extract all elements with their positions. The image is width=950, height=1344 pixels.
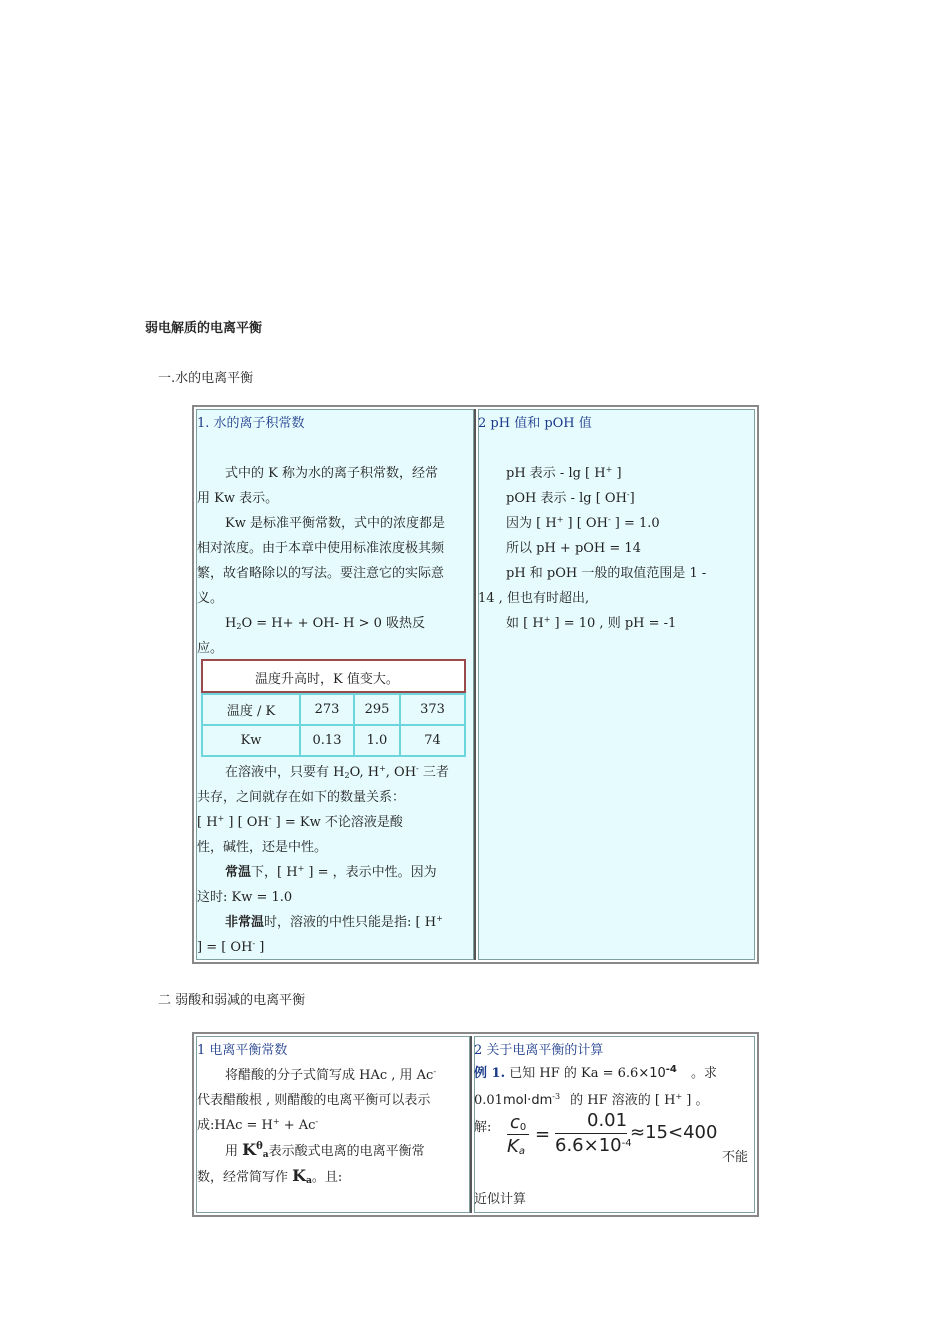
table-cell: 1.0: [354, 725, 400, 756]
denominator: $6.6\times 10^{-4}$: [555, 1135, 632, 1156]
fraction-bar: [507, 1134, 529, 1135]
table-cell: 373: [400, 694, 465, 725]
section-heading-2: 二 弱酸和弱减的电离平衡: [158, 993, 306, 1008]
text-line: 因为 [ H+ ] [ OH- ] = 1.0: [506, 515, 660, 531]
denominator: $K_a$: [507, 1136, 525, 1157]
text-line: 成:HAc = H+ + Ac-: [197, 1117, 319, 1133]
text-line: 式中的 K 称为水的离子积常数，经常: [225, 466, 438, 481]
example-line: $0.01mol\cdot dm^{-3}$ 的 HF 溶液的 [ H+ ] 。: [474, 1092, 709, 1108]
table-cell: 273: [300, 694, 354, 725]
text-line: 义。: [197, 591, 224, 606]
k-a-symbol: $K_a$: [292, 1166, 312, 1186]
text-line: 如 [ H+ ] = 10 , 则 pH = -1: [506, 615, 677, 631]
text-line: Kw 是标准平衡常数，式中的浓度都是: [225, 516, 445, 531]
table-caption: 温度升高时，K 值变大。: [201, 659, 466, 693]
text-line: 应。: [197, 641, 224, 656]
table-cell: 295: [354, 694, 400, 725]
text-line: 数，经常简写作 $K_a$。且:: [197, 1166, 343, 1186]
text-line: 繁，故省略除以的写法。要注意它的实际意: [197, 566, 445, 581]
ph-heading: 2 pH 值和 pOH 值: [478, 416, 592, 431]
table-row: [202, 694, 465, 725]
table-row: [202, 725, 465, 756]
solution-label: 解:: [474, 1120, 492, 1135]
equals-sign: =: [535, 1124, 551, 1145]
text-line: 性，碱性，还是中性。: [197, 840, 328, 855]
text-line: pH 表示 - lg [ H+ ]: [506, 465, 622, 481]
column-divider: [470, 1036, 472, 1213]
kw-temperature-table: [201, 659, 466, 757]
text-line: 近似计算: [474, 1192, 527, 1207]
calculation-heading: 2 关于电离平衡的计算: [474, 1043, 604, 1058]
text-line: 相对浓度。由于本章中使用标准浓度极其频: [197, 541, 445, 556]
text-line: [ H+ ] [ OH- ] = Kw 不论溶液是酸: [197, 814, 403, 830]
table-cell: Kw: [202, 725, 300, 756]
table-cell: 74: [400, 725, 465, 756]
text-line: 用 Kw 表示。: [197, 491, 279, 506]
text-line: 不能: [722, 1150, 749, 1165]
numerator: $c_0$: [510, 1112, 527, 1133]
text-line: 常温下，[ H+ ] = ，表示中性。因为: [225, 864, 437, 880]
numerator: 0.01: [587, 1110, 628, 1131]
text-line: 共存，之间就存在如下的数量关系：: [197, 790, 406, 805]
ionization-constant-heading: 1 电离平衡常数: [197, 1043, 288, 1058]
fraction-bar: [555, 1133, 627, 1134]
ion-product-heading: 1. 水的离子积常数: [197, 416, 305, 431]
text-line: 将醋酸的分子式简写成 HAc , 用 Ac-: [225, 1067, 437, 1083]
kw-grid: [201, 693, 466, 757]
text-line: 用 $K^\theta_a$表示酸式电离的电离平衡常: [225, 1140, 425, 1160]
example-line: 例 1. 已知 HF 的 $Ka = 6.6\times 10^{-4}$ 。求: [474, 1064, 718, 1081]
text-line: pH 和 pOH 一般的取值范围是 1 -: [506, 566, 707, 581]
column-divider: [474, 409, 476, 960]
table-cell: 温度 / K: [202, 694, 300, 725]
k-theta-a-symbol: $K^\theta_a$: [242, 1140, 269, 1160]
text-line: 14 , 但也有时超出,: [478, 591, 590, 606]
text-line: pOH 表示 - lg [ OH-]: [506, 490, 635, 506]
text-line: 非常温时，溶液的中性只能是指: [ H+: [225, 914, 443, 930]
approx-result: ≈15<400: [630, 1122, 718, 1143]
text-line: 代表醋酸根 , 则醋酸的电离平衡可以表示: [197, 1093, 431, 1108]
text-line: ] = [ OH- ]: [197, 939, 265, 955]
section-heading-1: 一.水的电离平衡: [158, 371, 254, 386]
page-title: 弱电解质的电离平衡: [145, 321, 263, 336]
text-line: 所以 pH + pOH = 14: [506, 541, 641, 556]
text-line: 这时: Kw = 1.0: [197, 890, 293, 905]
text-line: 在溶液中，只要有 $H_2O$, H+, OH- 三者: [225, 764, 449, 780]
table-cell: 0.13: [300, 725, 354, 756]
ionization-equation: $H_2O = H+ + OH-$ H > 0 吸热反: [225, 616, 426, 631]
